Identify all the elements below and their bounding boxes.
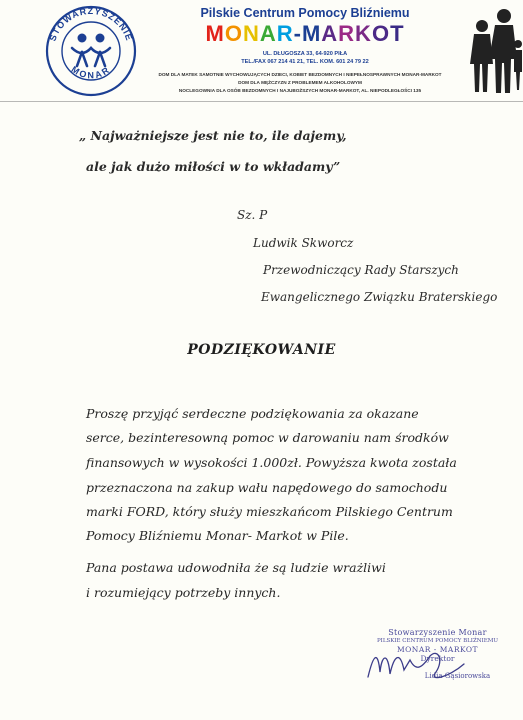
family-silhouette-icon <box>470 6 522 98</box>
motto-line-2: ale jak dużo miłości w to wkładamy” <box>86 159 341 174</box>
motto-line-1: „ Najważniejsze jest nie to, ile dajemy, <box>79 128 347 143</box>
paragraph1-line: finansowych w wysokości 1.000zł. Powyższa kwota została <box>86 455 457 470</box>
brand-letter: M <box>205 21 225 46</box>
org-phone: TEL./FAX 067 214 41 21, TEL. KOM. 601 24 79 22 <box>241 59 369 65</box>
brand-letter: O <box>224 21 243 46</box>
paragraph1-line: serce, bezinteresowną pomoc w darowaniu nam środków <box>86 430 449 445</box>
letter-heading: PODZIĘKOWANIE <box>187 342 336 358</box>
stamp-line-2: PILSKIE CENTRUM POMOCY BLIŹNIEMU <box>376 638 499 644</box>
brand-letter: - <box>293 21 302 46</box>
paragraph2-line: i rozumiejący potrzeby innych. <box>86 585 281 600</box>
addressee-title: Przewodniczący Rady Starszych <box>263 263 459 277</box>
letterhead-line-2: DOM DLA MĘŻCZYZN Z PROBLEMEM ALKOHOLOWYM <box>238 80 362 85</box>
svg-text:STOWARZYSZENIE <box>47 6 134 42</box>
paragraph1-line: marki FORD, który służy mieszkańcom Pilskiego Centrum <box>86 504 453 519</box>
handwritten-signature <box>360 642 470 687</box>
stamp-line-1: Stowarzyszenie Monar <box>388 628 487 637</box>
logo-ring-text: STOWARZYSZENIE <box>47 5 135 43</box>
brand-letter: N <box>242 21 260 46</box>
brand-letter: T <box>390 21 405 46</box>
letterhead-line-1: DOM DLA MATEK SAMOTNIE WYCHOWUJĄCYCH DZIECI, KOBIET BEZDOMNYCH I NIEPEŁNOSPRAWNYCH MONAR-MARKOT <box>158 72 442 77</box>
brand-letter: A <box>259 21 277 46</box>
letterhead-line-3: NOCLEGOWNIA DLA OSÓB BEZDOMNYCH I NAJUBOŻSZYCH MONAR-MARKOT, AL. NIEPODLEGŁOŚCI 135 <box>178 88 422 93</box>
letterhead-divider <box>0 101 523 102</box>
addressee-salutation: Sz. P <box>237 208 268 222</box>
addressee-organization: Ewangelicznego Związku Braterskiego <box>261 290 498 304</box>
org-title: Pilskie Centrum Pomocy Bliźniemu <box>200 6 410 20</box>
logo-bottom-text: MONAR <box>69 64 113 81</box>
paragraph2-line: Pana postawa udowodniła że są ludzie wrażliwi <box>86 560 386 575</box>
org-brand <box>150 21 460 47</box>
brand-letter: A <box>321 21 339 46</box>
brand-letter: O <box>371 21 391 46</box>
stamp-line-4: Dyrektor <box>420 654 455 663</box>
addressee-name: Ludwik Skworcz <box>253 236 354 250</box>
paragraph1-line: przeznaczona na zakup wału napędowego do samochodu <box>86 480 448 495</box>
brand-letter: K <box>355 21 372 46</box>
brand-letter: M <box>301 21 322 46</box>
paragraph1-line: Proszę przyjąć serdeczne podziękowania za okazane <box>86 406 419 421</box>
paragraph1-line: Pomocy Bliźniemu Monar- Markot w Pile. <box>86 528 349 543</box>
brand-letter: R <box>276 21 294 46</box>
stamp-line-3: MONAR - MARKOT <box>396 645 479 654</box>
stamp-line-5: Lidia Gąsiorowska <box>424 672 491 680</box>
org-address: UL. DŁUGOSZA 33, 64-920 PIŁA <box>262 51 348 57</box>
brand-letter: R <box>338 21 356 46</box>
